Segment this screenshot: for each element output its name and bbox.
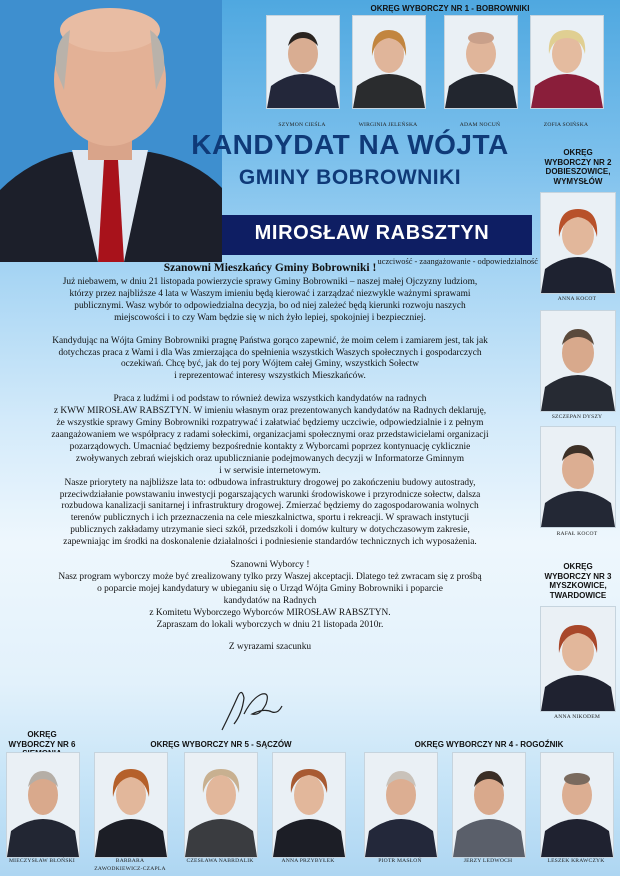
- candidate-photo: [364, 752, 438, 858]
- district-5-heading: OKRĘG WYBORCZY NR 5 - SĄCZÓW: [150, 740, 292, 749]
- letter-line: z KWW MIROSŁAW RABSZTYN. W imieniu własnym oraz prezentowanych kandydatów na Radnych deklaruję,: [53, 406, 487, 417]
- candidate-name: SZYMON CIEŚLA: [278, 122, 326, 128]
- letter-greeting: Szanowni Mieszkańcy Gminy Bobrowniki !: [163, 262, 377, 274]
- candidate-photo: [540, 310, 616, 412]
- candidate-name: ZAWODKIEWICZ-CZAPLA: [94, 866, 166, 872]
- letter-line: publicznych zakładamy utrzymanie sieci szkół, przedszkoli i domów kultury w dotychczasowym zakresie,: [70, 525, 470, 536]
- candidate-name: BARBARA: [115, 858, 145, 864]
- district-line: OKRĘG: [563, 148, 593, 157]
- candidate-photo: [444, 15, 518, 109]
- letter-line: Zapraszam do lokali wyborczych w dniu 21 listopada 2010r.: [156, 619, 384, 630]
- candidate-main-name: MIROSŁAW RABSZTYN: [254, 222, 490, 244]
- letter-line: zapewniając im środki na doskonalenie działalności i podniesienie standardów technicznych ich wyposażenia.: [63, 537, 477, 548]
- person-silhouette-icon: [185, 753, 257, 857]
- candidate-photo: [540, 426, 616, 528]
- person-silhouette-icon: [541, 753, 613, 857]
- candidate-name: CZESŁAWA NABRDALIK: [186, 858, 254, 864]
- letter-line: dotychczas praca z Wami i dla Was zmierzająca do spełnienia wszystkich Waszych społecznych i gospodarczych: [58, 347, 482, 358]
- person-silhouette-icon: [267, 16, 339, 108]
- candidate-name: PIOTR MASŁOŃ: [378, 858, 422, 864]
- person-silhouette-icon: [95, 753, 167, 857]
- candidate-photo: [6, 752, 80, 858]
- candidate-photo: [452, 752, 526, 858]
- candidate-photo: [352, 15, 426, 109]
- headline-title: KANDYDAT NA WÓJTA: [191, 129, 509, 160]
- letter-line: z Komitetu Wyborczego Wyborców MIROSŁAW RABSZTYN.: [149, 607, 391, 618]
- district-line: OKRĘG: [563, 562, 593, 571]
- letter-line: i w serwisie internetowym.: [219, 465, 321, 476]
- letter-line: rozbudowa kanalizacji sanitarnej i infrastruktury drogowej. Zmierzać będziemy do zagospodarowania wolnych: [61, 501, 479, 512]
- district-line: WYBORCZY NR 2: [544, 157, 612, 167]
- candidate-photo: [94, 752, 168, 858]
- district-line: DOBIESZOWICE,: [545, 167, 611, 176]
- candidate-name: ZOFIA SOIŃSKA: [543, 122, 589, 128]
- letter-line: i reprezentować interesy wszystkich Mieszkańców.: [174, 371, 366, 382]
- person-silhouette-icon: [7, 753, 79, 857]
- district-4-heading: OKRĘG WYBORCZY NR 4 - ROGOŹNIK: [414, 740, 564, 749]
- person-silhouette-icon: [365, 753, 437, 857]
- district-line: MYSZKOWICE,: [549, 581, 607, 590]
- letter-line: Praca z ludźmi i od podstaw to również dewiza wszystkich kandydatów na radnych: [113, 394, 427, 405]
- person-silhouette-icon: [541, 427, 615, 527]
- letter-line: kandydatów na Radnych: [223, 595, 317, 606]
- candidate-name: ADAM NOCUŃ: [459, 122, 501, 128]
- district-line: WYBORCZY NR 6: [8, 739, 76, 749]
- letter-line: pozarządowych. Umacniać będziemy bezpośrednie kontakty z Wyborcami poprzez kontynuację cyklicznie: [69, 441, 471, 452]
- candidate-name: WIRGINIA JELEŃSKA: [358, 122, 418, 128]
- letter-line: Nasze priorytety na najbliższe lata to: odbudowa infrastruktury drogowej po zakończeniu budowy autostrady,: [64, 477, 476, 488]
- district-line: OKRĘG: [27, 730, 57, 739]
- name-banner: [222, 215, 532, 255]
- candidate-photo: [540, 606, 616, 712]
- letter-closing: Z wyrazami szacunku: [228, 642, 312, 653]
- headline-subtitle: GMINY BOBROWNIKI: [238, 166, 462, 189]
- letter-line: zaangażowaniem we współpracy z radami sołeckimi, organizacjami społecznymi oraz przedstawicielami organizacji: [51, 429, 489, 440]
- letter-line: publicznymi. Wasz wybór to odpowiedzialna decyzja, bo od niej zależeć będą kierunki rozwoju naszych: [74, 300, 466, 311]
- letter-body: [0, 277, 540, 654]
- letter-line: Już niebawem, w dniu 21 listopada powierzycie sprawy Gminy Bobrowniki – naszej małej Ojczyzny ludziom,: [62, 277, 478, 287]
- candidate-name: ANNA NIKODEM: [553, 714, 601, 720]
- candidate-name: MIECZYSŁAW BŁOŃSKI: [9, 858, 75, 864]
- person-silhouette-icon: [541, 193, 615, 293]
- district-1-heading: OKRĘG WYBORCZY NR 1 - BOBROWNIKI: [370, 4, 530, 13]
- person-silhouette-icon: [273, 753, 345, 857]
- person-silhouette-icon: [541, 607, 615, 711]
- letter-line: miejscowości i to czy Wam będzie się w nich żyło lepiej, spokojniej i bezpieczniej.: [114, 312, 426, 323]
- candidate-photo: [540, 752, 614, 858]
- candidate-photo: [540, 192, 616, 294]
- candidate-name: RAFAŁ KOCOT: [556, 531, 598, 537]
- letter-line: którzy przez najbliższe 4 lata w Waszym imieniu będą kierować i zarządzać niezwykle ważnymi sprawami: [69, 288, 471, 299]
- district-2-heading: [536, 148, 620, 186]
- candidate-photo: [530, 15, 604, 109]
- candidate-photo: [272, 752, 346, 858]
- letter-line: zwoływanych zebrań wiejskich oraz upublicznianie podejmowanych decyzji w Informatorze Gminnym: [75, 453, 465, 464]
- district-line: WYMYSŁÓW: [553, 176, 603, 186]
- person-silhouette-icon: [353, 16, 425, 108]
- signature-icon: [212, 684, 292, 734]
- district-line: WYBORCZY NR 3: [544, 571, 612, 581]
- candidate-photo: [266, 15, 340, 109]
- district-3-heading: [536, 562, 620, 600]
- candidate-name: LESZEK KRAWCZYK: [547, 858, 605, 864]
- person-silhouette-icon: [541, 311, 615, 411]
- candidate-name: JERZY LEDWOCH: [463, 858, 513, 864]
- letter-line: oczekiwań. Chcę być, jak do tej pory Wójtem całej Gminy, wszystkich Sołectw: [120, 359, 420, 370]
- letter-line: Nasz program wyborczy może być zrealizowany tylko przy Waszej akceptacji. Dlatego też zwracam się z prośbą: [58, 571, 482, 582]
- candidate-name: ANNA KOCOT: [557, 296, 597, 302]
- candidate-photo: [184, 752, 258, 858]
- tagline: uczciwość - zaangażowanie - odpowiedzialność: [377, 257, 538, 266]
- person-silhouette-icon: [445, 16, 517, 108]
- district-line: TWARDOWICE: [549, 590, 607, 600]
- person-silhouette-icon: [531, 16, 603, 108]
- candidate-name: ANNA PRZYBYŁEK: [281, 858, 335, 864]
- letter-line: terenów publicznych i ich przeznaczenia na cele mieszkalnictwa, sportu i rekreacji. W sprawach instytucji: [70, 513, 470, 524]
- letter-line: przeciwdziałanie powstawaniu inwestycji pogarszających warunki środowiskowe i przyrodnicze sołectw, dalsza: [59, 489, 481, 500]
- letter-line: Szanowni Wyborcy !: [230, 560, 310, 571]
- person-silhouette-icon: [453, 753, 525, 857]
- letter-line: Kandydując na Wójta Gminy Bobrowniki pragnę Państwa gorąco zapewnić, że moim celem i zamiarem jest, tak jak: [52, 335, 488, 346]
- candidate-name: SZCZEPAN DYSZY: [551, 414, 603, 420]
- letter-line: że wszystkie sprawy Gminy Bobrowniki rozpatrywać i załatwiać będziemy uczciwie, odpowiedzialnie i z pełnym: [56, 418, 484, 429]
- letter-line: o poparcie mojej kandydatury w ubieganiu się o Urząd Wójta Gminy Bobrowniki i poparcie: [97, 583, 443, 594]
